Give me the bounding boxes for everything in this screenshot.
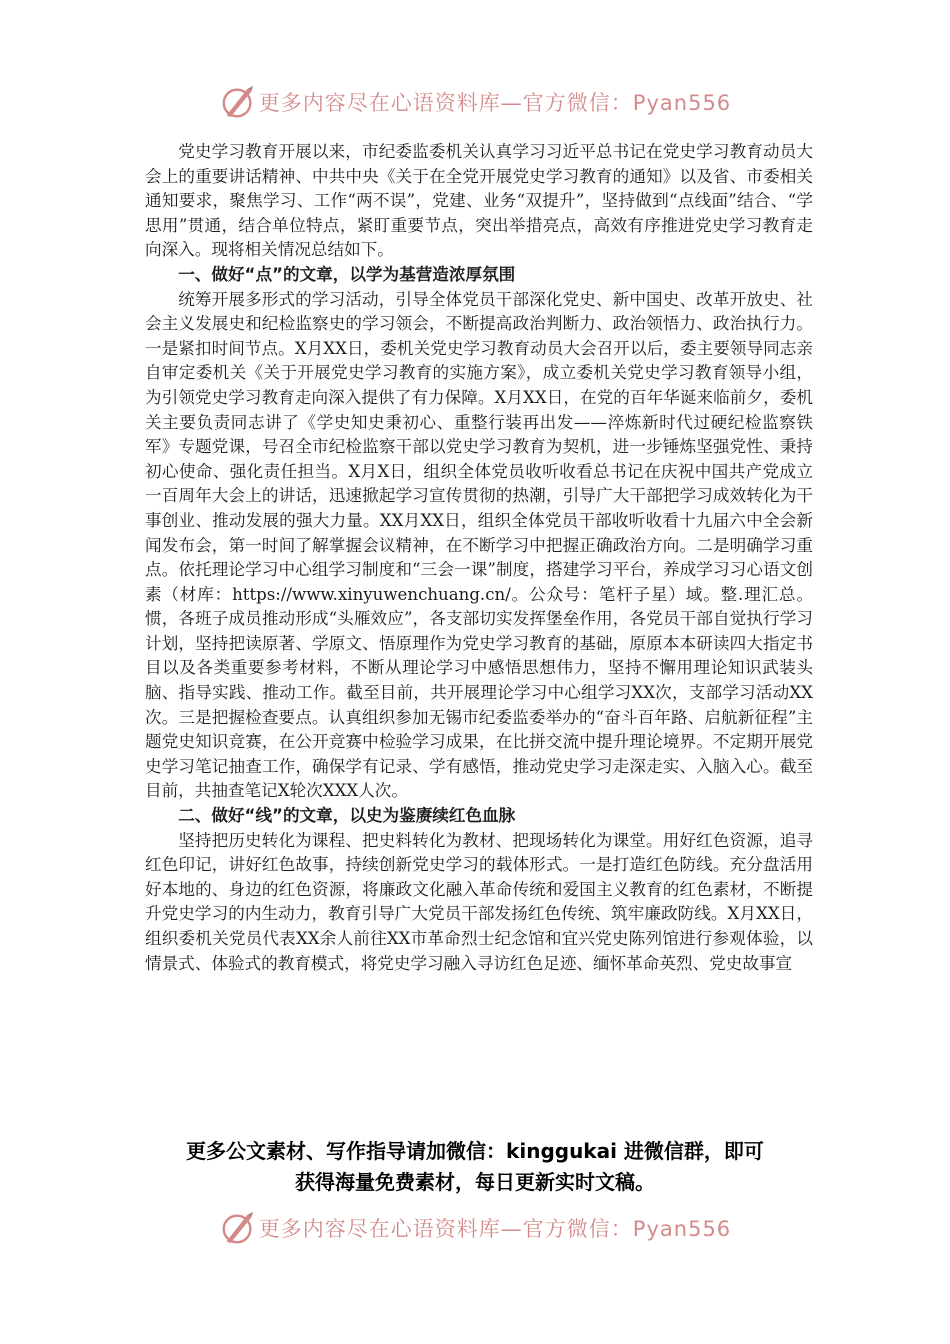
- section-paragraph-1: 统筹开展多形式的学习活动，引导全体党员干部深化党史、新中国史、改革开放史、社会主义发展史和纪检监察史的学习领会，不断提高政治判断力、政治领悟力、政治执行力。一是紧扣时间节点。X月XX日，委机关党史学习教育动员大会召开以后，委主要领导同志亲自审定委机关《关于开展党史学习教育的实施方案》，成立委机关党史学习教育领导小组，为引领党史学习教育走向深入提供了有力保障。X月XX日，在党的百年华诞来临前夕，委机关主要负责同志讲了《学史知史秉初心、重整行装再出发——淬炼新时代过硬纪检监察铁军》专题党课，号召全市纪检监察干部以党史学习教育为契机，进一步锤炼坚强党性、秉持初心使命、强化责任担当。X月X日，组织全体党员收听收看总书记在庆祝中国共产党成立一百周年大会上的讲话，迅速掀起学习宣传贯彻的热潮，引导广大干部把学习成效转化为干事创业、推动发展的强大力量。XX月XX日，组织全体党员干部收听收看十九届六中全会新闻发布会，第一时间了解掌握会议精神，在不断学习中把握正确政治方向。二是明确学习重点。依托理论学习中心组学习制度和“三会一课”制度，搭建学习平台，养成学习习心语文创素（材库：https://www.xinyuwenchuang.cn/。公众号：笔杆子星）域。整.理汇总。惯，各班子成员推动形成“头雁效应”，各支部切实发挥堡垒作用，各党员干部自觉执行学习计划，坚持把读原著、学原文、悟原理作为党史学习教育的基础，原原本本研读四大指定书目以及各类重要参考材料，不断从理论学习中感悟思想伟力，坚持不懈用理论知识武装头脑、指导实践、推动工作。截至目前，共开展理论学习中心组学习XX次，支部学习活动XX次。三是把握检查要点。认真组织参加无锡市纪委监委举办的“奋斗百年路、启航新征程”主题党史知识竞赛，在公开竞赛中检验学习成果，在比拼交流中提升理论境界。不定期开展党史学习笔记抽查工作，确保学有记录、学有感悟，推动党史学习走深走实、入脑入心。截至目前，共抽查笔记X轮次XXX人次。: [145, 289, 813, 801]
- watermark-text: 更多内容尽在心语资料库—官方微信：Pyan556: [258, 91, 732, 115]
- promo-banner: [100, 1136, 850, 1198]
- watermark-text: 更多内容尽在心语资料库—官方微信：Pyan556: [258, 1217, 732, 1241]
- pen-logo-icon: [219, 83, 257, 121]
- section-heading-2: 二、做好“线”的文章，以史为鉴赓续红色血脉: [178, 806, 516, 826]
- pen-logo-icon: [219, 1209, 257, 1247]
- section-heading-1: 一、做好“点”的文章，以学为基营造浓厚氛围: [178, 264, 516, 284]
- document-body: [145, 140, 813, 976]
- promo-line-2: 获得海量免费素材，每日更新实时文稿。: [295, 1170, 655, 1194]
- section-paragraph-2: 坚持把历史转化为课程、把史料转化为教材、把现场转化为课堂。用好红色资源，追寻红色印记，讲好红色故事，持续创新党史学习的载体形式。一是打造红色防线。充分盘活用好本地的、身边的红色资源，将廉政文化融入革命传统和爱国主义教育的红色素材，不断提升党史学习的内生动力，教育引导广大党员干部发扬红色传统、筑牢廉政防线。X月XX日，组织委机关党员代表XX余人前往XX市革命烈士纪念馆和宜兴党史陈列馆进行参观体验，以情景式、体验式的教育模式，将党史学习融入寻访红色足迹、缅怀革命英烈、党史故事宣: [145, 830, 813, 973]
- promo-line-1: 更多公文素材、写作指导请加微信：kinggukai 进微信群，即可: [186, 1139, 764, 1163]
- watermark-header: [0, 82, 950, 122]
- intro-paragraph: 党史学习教育开展以来，市纪委监委机关认真学习习近平总书记在党史学习教育动员大会上的重要讲话精神、中共中央《关于在全党开展党史学习教育的通知》以及省、市委相关通知要求，聚焦学习、工作“两不误”，党建、业务“双提升”，坚持做到“点线面”结合、“学思用”贯通，结合单位特点，紧盯重要节点，突出举措亮点，高效有序推进党史学习教育走向深入。现将相关情况总结如下。: [145, 142, 813, 260]
- watermark-footer: [0, 1208, 950, 1248]
